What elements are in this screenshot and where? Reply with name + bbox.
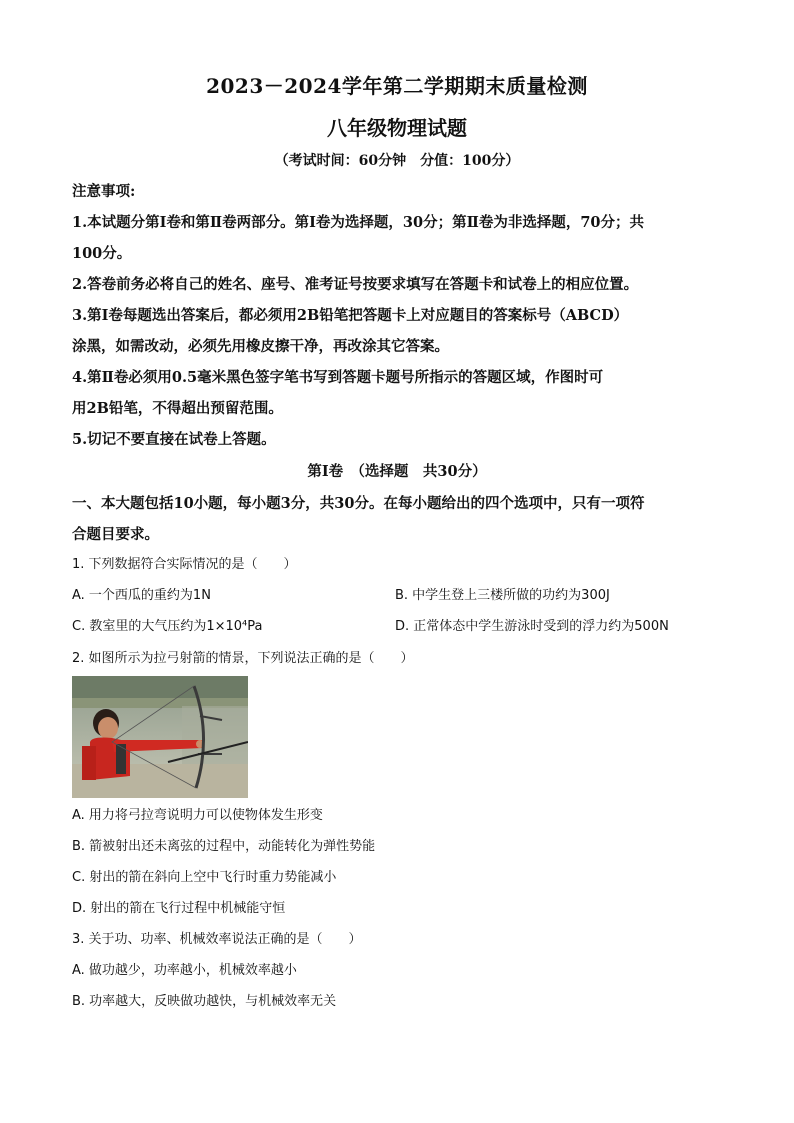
notes-line: 涂黑，如需改动，必须先用橡皮擦干净，再改涂其它答案。	[72, 338, 449, 355]
notes-heading: 注意事项:	[72, 183, 136, 200]
question-1-option-c: C. 教室里的大气压约为1×10⁴Pa	[72, 619, 263, 634]
question-2-option-d: D. 射出的箭在飞行过程中机械能守恒	[72, 901, 286, 916]
notes-line: 3.第Ⅰ卷每题选出答案后，都必须用2B铅笔把答题卡上对应题目的答案标号（ABCD）	[72, 307, 629, 324]
notes-line: 5.切记不要直接在试卷上答题。	[72, 431, 276, 448]
section-instruction	[72, 488, 727, 550]
question-1-stem: 1. 下列数据符合实际情况的是（ ）	[72, 557, 297, 572]
exam-subtitle: 八年级物理试题	[327, 116, 467, 140]
exam-info: （考试时间：60分钟 分值：100分）	[274, 153, 520, 169]
instruction-line: 一、本大题包括10小题，每小题3分，共30分。在每小题给出的四个选项中，只有一项符	[72, 495, 645, 512]
archery-photo	[72, 676, 248, 798]
question-3-option-b: B. 功率越大，反映做功越快，与机械效率无关	[72, 994, 337, 1009]
notes-line: 100分。	[72, 245, 132, 262]
question-2-option-c: C. 射出的箭在斜向上空中飞行时重力势能减小	[72, 870, 337, 885]
question-1	[72, 549, 727, 642]
question-3	[72, 924, 727, 1017]
question-2-stem: 2. 如图所示为拉弓射箭的情景，下列说法正确的是（ ）	[72, 651, 414, 666]
question-2-option-a: A. 用力将弓拉弯说明力可以使物体发生形变	[72, 808, 323, 823]
notes-block	[72, 176, 727, 455]
question-2-stem-block	[72, 643, 727, 674]
question-1-option-a: A. 一个西瓜的重约为1N	[72, 588, 211, 603]
notes-line: 2.答卷前务必将自己的姓名、座号、准考证号按要求填写在答题卡和试卷上的相应位置。	[72, 276, 639, 293]
question-1-option-b: B. 中学生登上三楼所做的功约为300J	[395, 588, 610, 603]
notes-line: 1.本试题分第Ⅰ卷和第Ⅱ卷两部分。第Ⅰ卷为选择题，30分；第Ⅱ卷为非选择题，70分；共	[72, 214, 644, 231]
instruction-line: 合题目要求。	[72, 526, 159, 543]
notes-line: 用2B铅笔，不得超出预留范围。	[72, 400, 283, 417]
notes-line: 4.第Ⅱ卷必须用0.5毫米黑色签字笔书写到答题卡题号所指示的答题区域，作图时可	[72, 369, 604, 386]
question-3-stem: 3. 关于功、功率、机械效率说法正确的是（ ）	[72, 932, 362, 947]
question-1-options-row1	[72, 580, 727, 611]
question-1-options-row2	[72, 611, 727, 642]
question-2-option-b: B. 箭被射出还未离弦的过程中，动能转化为弹性势能	[72, 839, 376, 854]
question-1-option-d: D. 正常体态中学生游泳时受到的浮力约为500N	[395, 619, 669, 634]
question-3-option-a: A. 做功越少，功率越小，机械效率越小	[72, 963, 297, 978]
section-heading: 第Ⅰ卷 （选择题 共30分）	[307, 463, 487, 480]
exam-title: 2023－2024学年第二学期期末质量检测	[206, 74, 588, 98]
question-2-options	[72, 800, 727, 924]
